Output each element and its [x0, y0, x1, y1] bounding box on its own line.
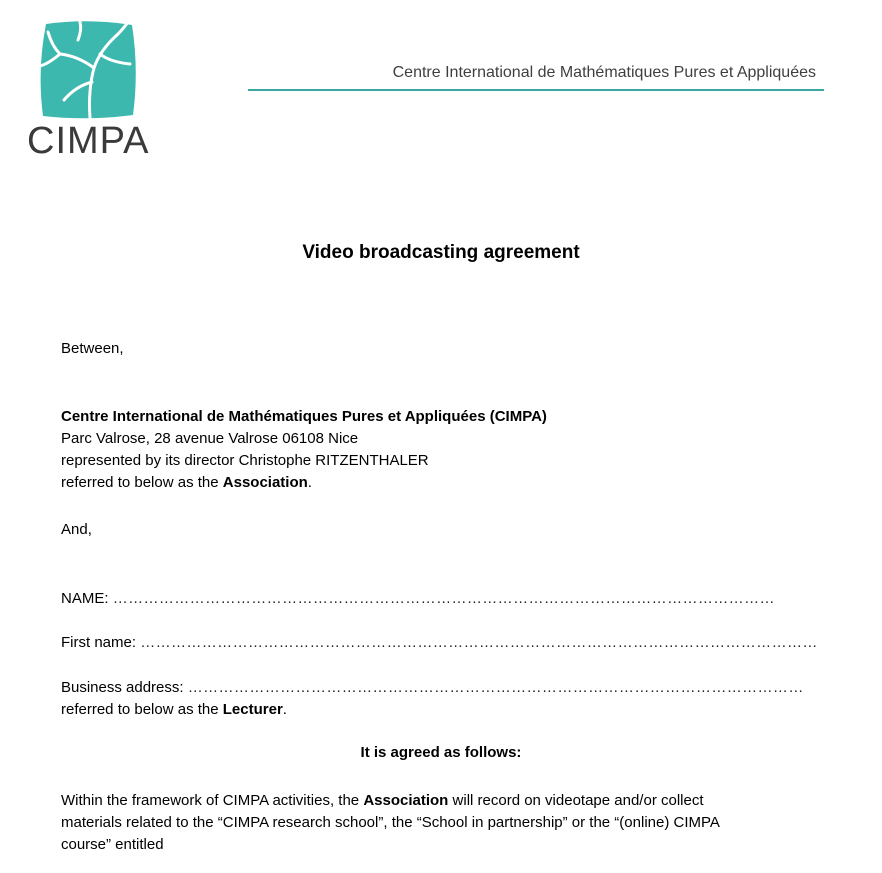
header-divider [248, 89, 824, 91]
header-org-name: Centre International de Mathématiques Pures et Appliquées [392, 64, 816, 81]
association-representative: represented by its director Christophe RITZENTHALER [61, 452, 429, 469]
between-text: Between, [61, 340, 124, 357]
business-address-field[interactable]: Business address: ………………………………………………………………………………………………………… [61, 679, 804, 696]
association-address: Parc Valrose, 28 avenue Valrose 06108 Nice [61, 430, 359, 447]
document-title: Video broadcasting agreement [302, 242, 580, 263]
and-text: And, [61, 521, 92, 538]
agreed-heading: It is agreed as follows: [360, 744, 522, 761]
lecturer-referred: referred to below as the Lecturer. [61, 701, 287, 718]
association-block [61, 406, 547, 494]
name-field[interactable]: NAME: ………………………………………………………………………………………………………………… [61, 590, 775, 607]
cimpa-logo-icon [38, 20, 138, 120]
first-name-field[interactable]: First name: …………………………………………………………………………………………………………………… [61, 634, 818, 651]
body-paragraph: Within the framework of CIMPA activities, the Association will record on videotape and/or collect materials related to the “CIMPA research school”, the “School in partnership” or the “(online) CIMPA course” entitled [61, 792, 720, 853]
logo-wordmark: CIMPA [27, 120, 150, 162]
association-name: Centre International de Mathématiques Pures et Appliquées (CIMPA) [61, 408, 547, 425]
association-referred: referred to below as the Association. [61, 474, 312, 491]
